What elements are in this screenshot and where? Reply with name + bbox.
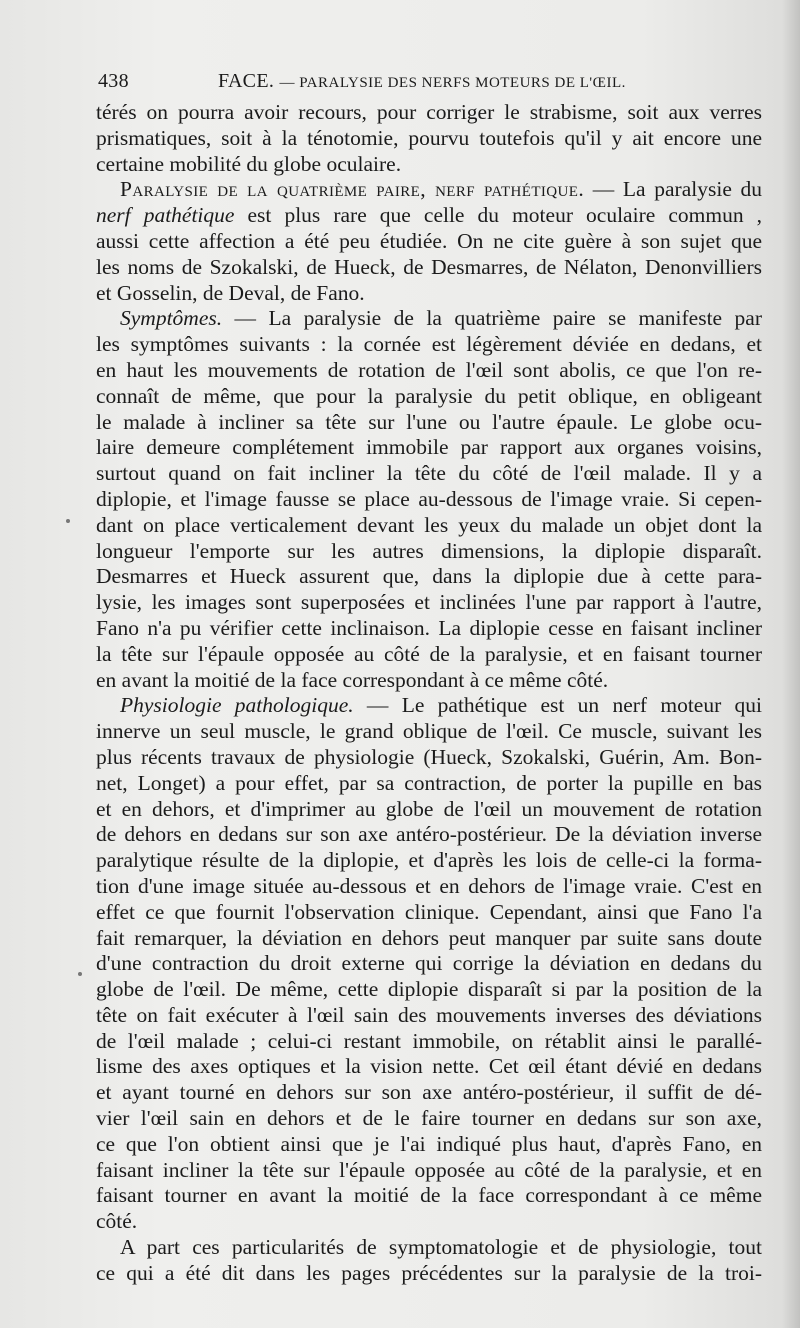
text-line: faisant tourner en avant la moitié de la face correspondant à ce même [96,1183,762,1208]
text-line [96,693,762,719]
text-span: est plus rare que celle du moteur oculaire commun , [234,203,762,228]
text-line: connaît de même, que pour la paralysie du petit oblique, en obligeant [96,383,762,408]
text-line: de dehors en dedans sur son axe antéro-postérieur. De la déviation inverse [96,822,762,847]
text-line: diplopie, et l'image fausse se place au-dessous de l'image vraie. Si cepen- [96,486,762,511]
text-line: lysie, les images sont superposées et inclinées l'une par rapport à l'autre, [96,590,762,615]
text-line: le malade à incliner sa tête sur l'une ou l'autre épaule. Le globe ocu- [96,409,762,434]
text-line: et Gosselin, de Deval, de Fano. [96,280,365,305]
text-line [96,203,762,229]
text-line: tion d'une image située au-dessous et en dehors de l'image vraie. C'est en [96,873,762,898]
text-line: plus récents travaux de physiologie (Hueck, Szokalski, Guérin, Am. Bon- [96,744,762,769]
text-line: en haut les mouvements de rotation de l'œil sont abolis, ce que l'on re- [96,357,762,382]
text-line: et ayant tourné en dehors sur son axe antéro-postérieur, il suffit de dé- [96,1080,762,1105]
text-line: vier l'œil sain en dehors et de le faire tourner en dedans sur son axe, [96,1106,762,1131]
italic-heading: Physiologie pathologique. [120,693,354,718]
text-line: Fano n'a pu vérifier cette inclinaison. La diplopie cesse en faisant incliner [96,615,762,640]
text-line: certaine mobilité du globe oculaire. [96,151,402,176]
text-line: Desmarres et Hueck assurent que, dans la diplopie due à cette para- [96,564,762,589]
text-line: A part ces particularités de symptomatologie et de physiologie, tout [120,1235,762,1260]
page-edge-shadow [782,0,800,1328]
page-number: 438 [98,70,129,92]
text-line: d'une contraction du droit externe qui corrige la déviation en dedans du [96,951,762,976]
text-span: — La paralysie du [584,177,762,202]
text-line: la tête sur l'épaule opposée au côté de la paralysie, et en faisant tourner [96,641,762,666]
text-line: tête on fait exécuter à l'œil sain des mouvements inverses des déviations [96,1002,762,1027]
text-line: en avant la moitié de la face correspondant à ce même côté. [96,667,609,692]
running-header [98,70,760,96]
text-line: les noms de Szokalski, de Hueck, de Desmarres, de Nélaton, Denonvilliers [96,254,762,279]
text-line: et en dehors, et d'imprimer au globe de l'œil un mouvement de rotation [96,796,762,821]
text-line: faisant incliner la tête sur l'épaule opposée au côté de la paralysie, et en [96,1157,762,1182]
text-line: côté. [96,1209,138,1234]
text-line: de l'œil malade ; celui-ci restant immobile, on rétablit ainsi le parallé- [96,1028,762,1053]
text-span: — Le pathétique est un nerf moteur qui [353,693,762,718]
print-speck [66,519,70,523]
text-line: innerve un seul muscle, le grand oblique de l'œil. Ce muscle, suivant les [96,719,762,744]
italic-heading: nerf pathétique [96,203,235,228]
text-line: laire demeure complétement immobile par rapport aux organes voisins, [96,435,762,460]
text-line: paralytique résulte de la diplopie, et d'après les lois de celle-ci la forma- [96,848,762,873]
running-head-subtitle: — PARALYSIE DES NERFS MOTEURS DE L'ŒIL. [279,75,626,91]
italic-heading: Symptômes. [120,306,223,331]
text-line: net, Longet) a pour effet, par sa contraction, de porter la pupille en bas [96,770,762,795]
text-span: — La paralysie de la quatrième paire se manifeste par [222,306,762,331]
text-line: ce qui a été dit dans les pages précédentes sur la paralysie de la troi- [96,1260,762,1285]
text-line: lisme des axes optiques et la vision nette. Cet œil étant dévié en dedans [96,1054,762,1079]
text-line: dant on place verticalement devant les yeux du malade un objet dont la [96,512,762,537]
running-head-title [218,70,626,93]
body-text [96,100,762,1287]
text-line: longueur l'emporte sur les autres dimensions, la diplopie disparaît. [96,538,762,563]
text-line: ce que l'on obtient ainsi que je l'ai indiqué plus haut, d'après Fano, en [96,1131,762,1156]
text-line: les symptômes suivants : la cornée est légèrement déviée en dedans, et [96,332,762,357]
running-head-main: FACE. [218,70,275,92]
text-line [96,177,762,203]
text-line: effet ce que fournit l'observation clinique. Cependant, ainsi que Fano l'a [96,899,762,924]
text-line: surtout quand on fait incliner la tête du côté de l'œil malade. Il y a [96,461,762,486]
small-caps-heading: Paralysie de la quatrième paire, nerf pathétique. [120,177,585,202]
print-speck [78,972,82,976]
text-line: térés on pourra avoir recours, pour corriger le strabisme, soit aux verres [96,100,762,124]
text-line: aussi cette affection a été peu étudiée. On ne cite guère à son sujet que [96,228,762,253]
text-line [96,306,762,332]
text-line: globe de l'œil. De même, cette diplopie disparaît si par la position de la [96,977,762,1002]
text-line: fait remarquer, la déviation en dehors peut manquer par suite sans doute [96,925,762,950]
text-line: prismatiques, soit à la ténotomie, pourvu toutefois qu'il y ait encore une [96,125,762,150]
